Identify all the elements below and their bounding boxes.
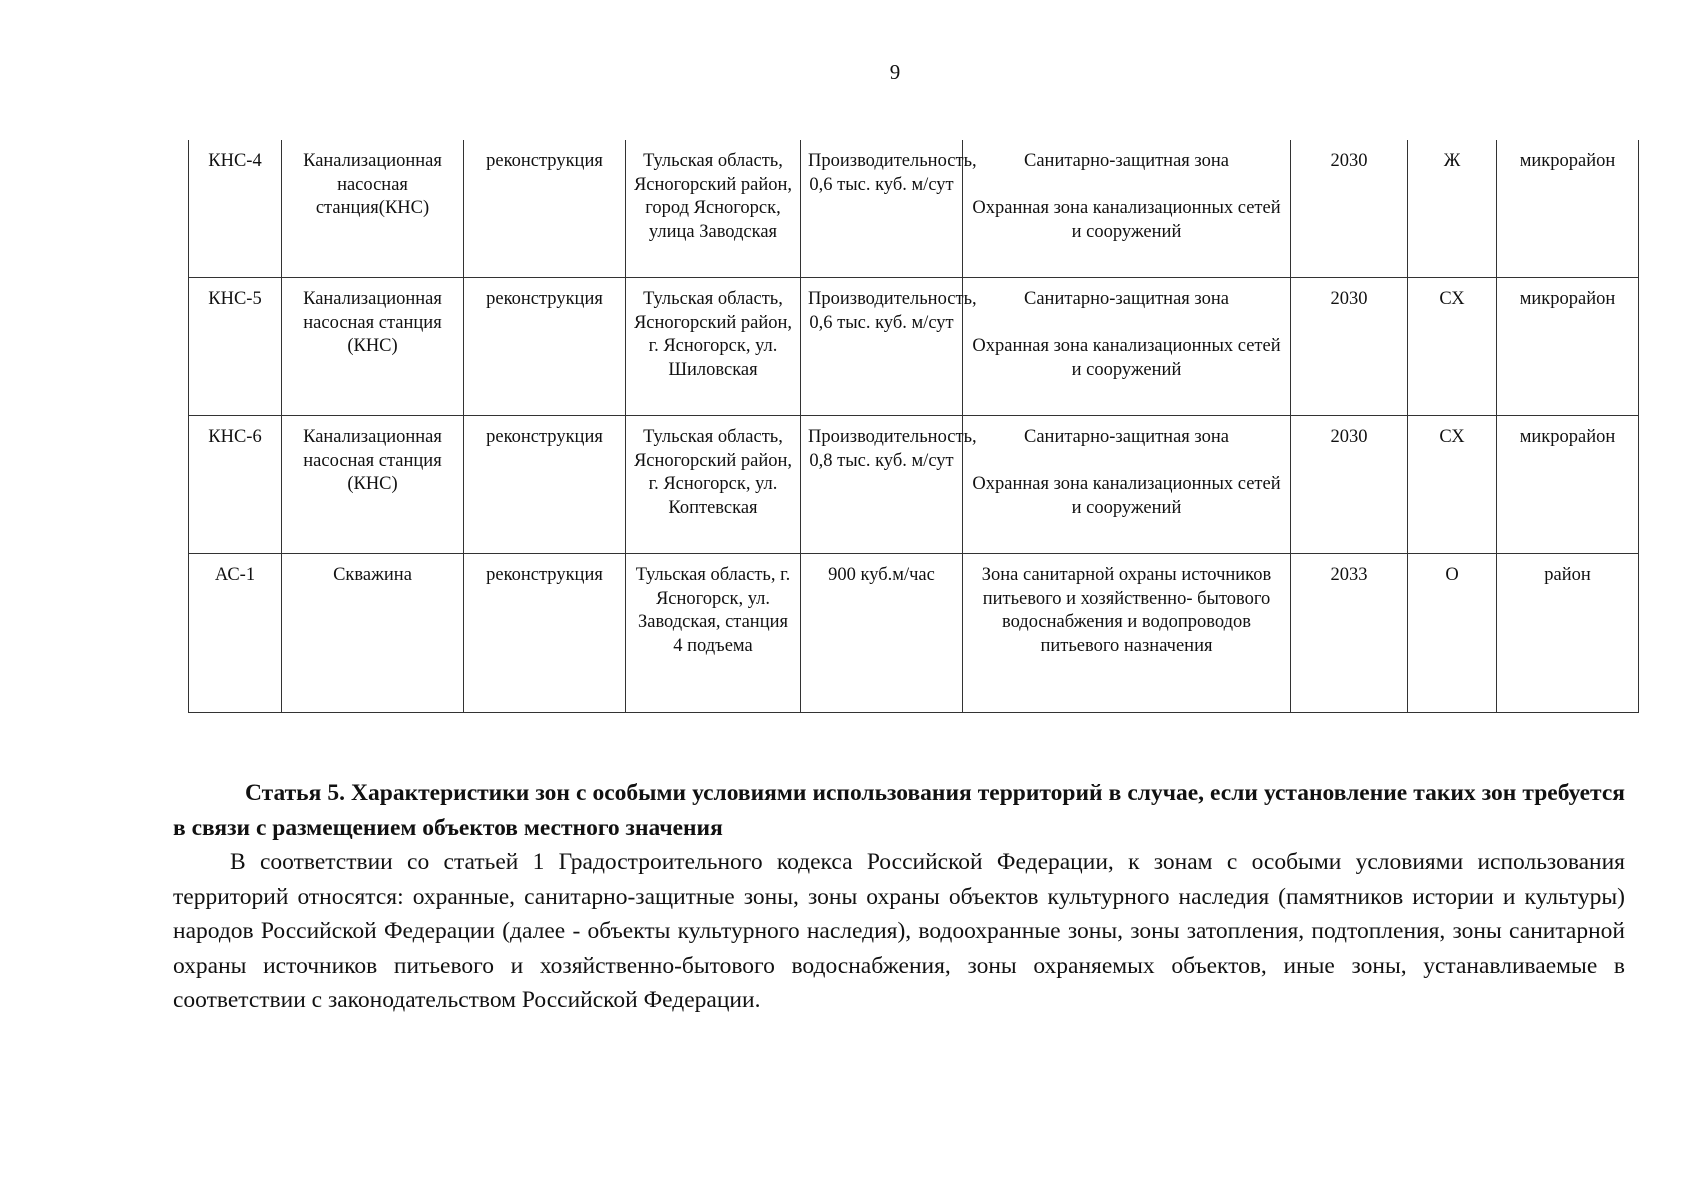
object-name: Канализационная насосная станция (КНС) xyxy=(282,416,464,554)
zone-secondary: Охранная зона канализационных сетей и сооружений xyxy=(972,474,1281,518)
zones-cell xyxy=(963,140,1291,278)
completion-year: 2033 xyxy=(1291,554,1408,713)
object-significance: район xyxy=(1497,554,1639,713)
object-capacity: Производительность, 0,8 тыс. куб. м/сут xyxy=(801,416,963,554)
table-row xyxy=(189,416,1639,554)
table-row xyxy=(189,554,1639,713)
object-location: Тульская область, Ясногорский район, г. Ясногорск, ул. Шиловская xyxy=(626,278,801,416)
zone-type: СХ xyxy=(1408,416,1497,554)
work-type: реконструкция xyxy=(464,140,626,278)
zone-primary: Санитарно-защитная зона xyxy=(1024,151,1229,171)
zone-primary: Санитарно-защитная зона xyxy=(1024,289,1229,309)
zone-type: О xyxy=(1408,554,1497,713)
object-code: КНС-4 xyxy=(189,140,282,278)
zone-type: СХ xyxy=(1408,278,1497,416)
object-capacity: Производительность, 0,6 тыс. куб. м/сут xyxy=(801,140,963,278)
zone-type: Ж xyxy=(1408,140,1497,278)
completion-year: 2030 xyxy=(1291,278,1408,416)
object-capacity: 900 куб.м/час xyxy=(801,554,963,713)
zone-primary: Санитарно-защитная зона xyxy=(1024,427,1229,447)
table-row xyxy=(189,278,1639,416)
object-significance: микрорайон xyxy=(1497,140,1639,278)
object-location: Тульская область, Ясногорский район, г. Ясногорск, ул. Коптевская xyxy=(626,416,801,554)
object-name: Канализационная насосная станция (КНС) xyxy=(282,278,464,416)
work-type: реконструкция xyxy=(464,416,626,554)
object-capacity: Производительность, 0,6 тыс. куб. м/сут xyxy=(801,278,963,416)
zones-cell xyxy=(963,278,1291,416)
object-code: АС-1 xyxy=(189,554,282,713)
work-type: реконструкция xyxy=(464,278,626,416)
article-body: В соответствии со статьей 1 Градостроительного кодекса Российской Федерации, к зонам с особыми условиями использования территорий относятся: охранные, санитарно-защитные зоны, зоны охраны объектов культурного наследия (памятников истории и культуры) народов Российской Федерации (далее - объекты культурного наследия), водоохранные зоны, зоны затопления, подтопления, зоны санитарной охраны источников питьевого и хозяйственно-бытового водоснабжения, зоны охраняемых объектов, иные зоны, устанавливаемые в соответствии с законодательством Российской Федерации. xyxy=(173,849,1625,1013)
zone-secondary: Охранная зона канализационных сетей и сооружений xyxy=(972,336,1281,380)
zones-cell xyxy=(963,416,1291,554)
object-significance: микрорайон xyxy=(1497,416,1639,554)
object-code: КНС-5 xyxy=(189,278,282,416)
completion-year: 2030 xyxy=(1291,140,1408,278)
completion-year: 2030 xyxy=(1291,416,1408,554)
page-number: 9 xyxy=(889,60,901,84)
article-title: Статья 5. Характеристики зон с особыми условиями использования территорий в случае, если установление таких зон требуется в связи с размещением объектов местного значения xyxy=(173,780,1625,841)
object-significance: микрорайон xyxy=(1497,278,1639,416)
work-type: реконструкция xyxy=(464,554,626,713)
zone-primary: Зона санитарной охраны источников питьевого и хозяйственно- бытового водоснабжения и водопроводов питьевого назначения xyxy=(981,565,1272,656)
object-name: Скважина xyxy=(282,554,464,713)
object-location: Тульская область, г. Ясногорск, ул. Заводская, станция 4 подъема xyxy=(626,554,801,713)
table-row xyxy=(189,140,1639,278)
zones-cell xyxy=(963,554,1291,713)
zone-secondary: Охранная зона канализационных сетей и сооружений xyxy=(972,198,1281,242)
objects-table xyxy=(188,140,1639,713)
object-name: Канализационная насосная станция(КНС) xyxy=(282,140,464,278)
object-code: КНС-6 xyxy=(189,416,282,554)
object-location: Тульская область, Ясногорский район, город Ясногорск, улица Заводская xyxy=(626,140,801,278)
article-section xyxy=(173,776,1625,1018)
